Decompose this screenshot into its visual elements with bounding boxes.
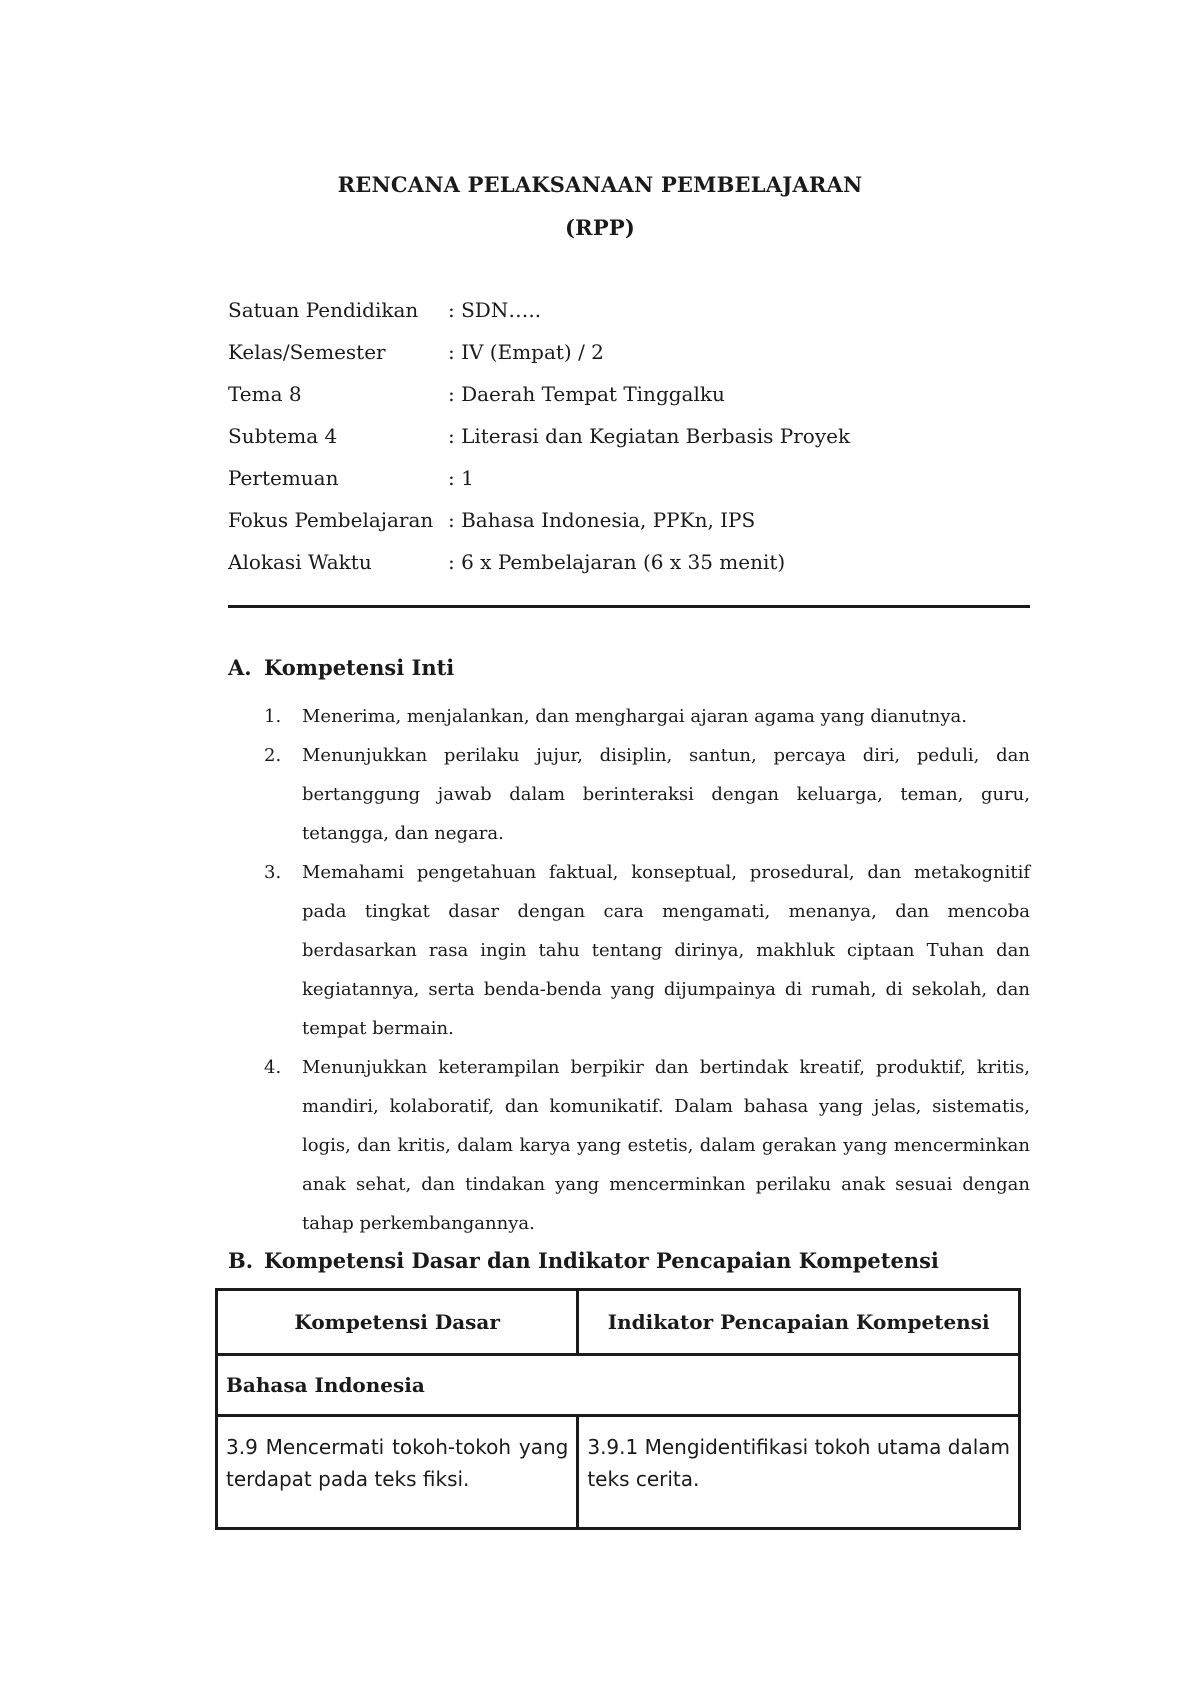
info-label: Pertemuan <box>228 466 339 490</box>
table-row <box>217 1416 1020 1529</box>
info-value: : 6 x Pembelajaran (6 x 35 menit) <box>448 550 786 574</box>
table-cell-kompetensi-dasar: 3.9 Mencermati tokoh-tokoh yang terdapat pada teks fiksi. <box>217 1416 578 1529</box>
info-label: Subtema 4 <box>228 424 338 448</box>
table-cell-indikator: 3.9.1 Mengidentifikasi tokoh utama dalam teks cerita. <box>578 1416 1020 1529</box>
column-header-kompetensi-dasar: Kompetensi Dasar <box>217 1290 578 1355</box>
info-value: : SDN….. <box>448 298 542 322</box>
list-item <box>264 697 1030 736</box>
kompetensi-dasar-table <box>215 1288 1021 1530</box>
section-title: Kompetensi Dasar dan Indikator Pencapaian Kompetensi <box>264 1248 939 1273</box>
info-label: Satuan Pendidikan <box>228 298 419 322</box>
list-number: 2. <box>264 745 282 766</box>
list-number: 4. <box>264 1057 282 1078</box>
horizontal-divider <box>228 605 1030 608</box>
column-header-indikator: Indikator Pencapaian Kompetensi <box>578 1290 1020 1355</box>
section-b-heading <box>228 1248 939 1273</box>
list-item <box>264 853 1030 1048</box>
section-letter: B. <box>228 1248 254 1273</box>
info-value: : Bahasa Indonesia, PPKn, IPS <box>448 508 756 532</box>
section-a-heading <box>228 655 454 680</box>
list-text: Menunjukkan perilaku jujur, disiplin, santun, percaya diri, peduli, dan bertanggung jawab dalam berinteraksi dengan keluarga, teman, guru, tetangga, dan negara. <box>302 745 1030 844</box>
list-number: 1. <box>264 706 282 727</box>
info-label: Tema 8 <box>228 382 302 406</box>
info-label: Kelas/Semester <box>228 340 386 364</box>
info-value: : Daerah Tempat Tinggalku <box>448 382 725 406</box>
info-label: Alokasi Waktu <box>228 550 372 574</box>
info-value: : 1 <box>448 466 474 490</box>
kompetensi-inti-list <box>264 697 1030 1243</box>
info-value: : IV (Empat) / 2 <box>448 340 604 364</box>
document-subtitle: (RPP) <box>565 215 635 240</box>
subject-label: Bahasa Indonesia <box>217 1355 1020 1416</box>
subject-row <box>217 1355 1020 1416</box>
list-text: Menunjukkan keterampilan berpikir dan bertindak kreatif, produktif, kritis, mandiri, kolaboratif, dan komunikatif. Dalam bahasa yang jelas, sistematis, logis, dan kritis, dalam karya yang estetis, dalam gerakan yang mencerminkan anak sehat, dan tindakan yang mencerminkan perilaku anak sesuai dengan tahap perkembangannya. <box>302 1057 1030 1234</box>
list-item <box>264 736 1030 853</box>
list-text: Memahami pengetahuan faktual, konseptual, prosedural, dan metakognitif pada tingkat dasar dengan cara mengamati, menanya, dan mencoba berdasarkan rasa ingin tahu tentang dirinya, makhluk ciptaan Tuhan dan kegiatannya, serta benda-benda yang dijumpainya di rumah, di sekolah, dan tempat bermain. <box>302 862 1030 1039</box>
document-title: RENCANA PELAKSANAAN PEMBELAJARAN <box>337 172 863 197</box>
info-label: Fokus Pembelajaran <box>228 508 434 532</box>
section-title: Kompetensi Inti <box>264 655 455 680</box>
list-item <box>264 1048 1030 1243</box>
table-header-row <box>217 1290 1020 1355</box>
info-value: : Literasi dan Kegiatan Berbasis Proyek <box>448 424 851 448</box>
list-text: Menerima, menjalankan, dan menghargai ajaran agama yang dianutnya. <box>302 706 967 727</box>
section-letter: A. <box>228 655 252 680</box>
list-number: 3. <box>264 862 282 883</box>
